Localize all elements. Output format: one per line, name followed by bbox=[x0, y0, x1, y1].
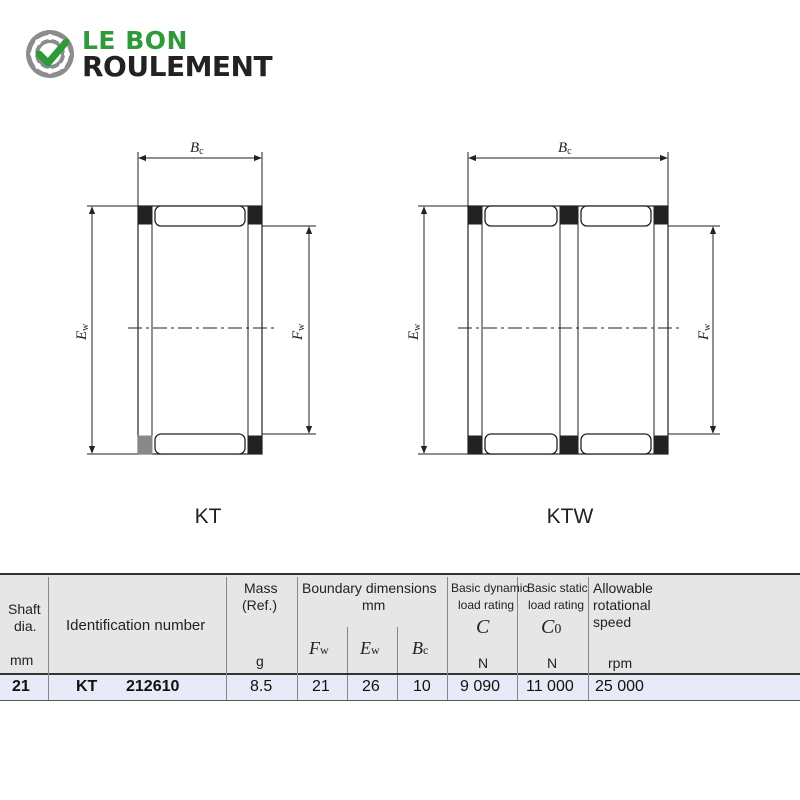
kt-ew-label: Ew bbox=[74, 323, 91, 340]
header-dyn-unit: N bbox=[478, 655, 489, 671]
header-stat-sym: C0 bbox=[541, 616, 562, 638]
logo-line1: LE BON bbox=[82, 26, 188, 55]
logo-line2: ROULEMENT bbox=[82, 50, 273, 83]
header-ident: Identification number bbox=[66, 617, 206, 634]
header-ew: Ew bbox=[360, 638, 380, 658]
cell-speed: 25 000 bbox=[595, 678, 644, 695]
header-mass-l1: Mass bbox=[244, 580, 278, 596]
cell-bc: 10 bbox=[413, 678, 431, 695]
cell-number: 212610 bbox=[126, 678, 180, 695]
bearing-check-icon bbox=[24, 28, 76, 80]
ktw-drawing bbox=[418, 152, 720, 454]
spec-table bbox=[0, 573, 800, 701]
kt-bc-label: Bc bbox=[190, 140, 204, 157]
table-header bbox=[0, 573, 800, 675]
header-boundary-l2: mm bbox=[362, 597, 386, 613]
brand-logo bbox=[24, 26, 304, 82]
header-stat-l1: Basic static bbox=[527, 581, 588, 595]
header-dyn-sym: C bbox=[476, 616, 490, 638]
header-speed-l2: rotational bbox=[593, 597, 651, 613]
header-stat-l2: load rating bbox=[528, 598, 585, 612]
ktw-caption: KTW bbox=[546, 505, 594, 528]
table-row bbox=[0, 675, 800, 701]
header-shaft-l2: dia. bbox=[14, 618, 37, 634]
header-mass-l2: (Ref.) bbox=[242, 597, 277, 613]
header-dyn-l1: Basic dynamic bbox=[451, 581, 529, 595]
kt-drawing bbox=[87, 152, 316, 454]
cell-mass: 8.5 bbox=[250, 678, 273, 695]
header-boundary-l1: Boundary dimensions bbox=[302, 580, 437, 596]
header-shaft-unit: mm bbox=[10, 652, 34, 668]
ktw-bc-label: Bc bbox=[558, 140, 572, 157]
cell-static: 11 000 bbox=[526, 678, 574, 695]
cell-fw: 21 bbox=[312, 678, 330, 695]
header-fw: Fw bbox=[309, 638, 329, 658]
bearing-drawings bbox=[0, 130, 800, 570]
header-shaft-l1: Shaft bbox=[8, 601, 41, 617]
cell-ew: 26 bbox=[362, 678, 380, 695]
header-stat-unit: N bbox=[547, 655, 558, 671]
kt-caption: KT bbox=[194, 505, 222, 528]
header-bc: Bc bbox=[412, 638, 429, 658]
ktw-ew-label: Ew bbox=[406, 323, 423, 340]
header-speed-unit: rpm bbox=[608, 655, 633, 671]
header-dyn-l2: load rating bbox=[458, 598, 515, 612]
cell-dynamic: 9 090 bbox=[460, 678, 501, 695]
header-speed-l1: Allowable bbox=[593, 580, 653, 596]
cell-series: KT bbox=[76, 678, 98, 695]
ktw-fw-label: Fw bbox=[696, 323, 713, 340]
header-speed-l3: speed bbox=[593, 614, 632, 630]
kt-fw-label: Fw bbox=[290, 323, 307, 340]
header-mass-unit: g bbox=[256, 653, 264, 669]
cell-shaft: 21 bbox=[12, 678, 30, 695]
